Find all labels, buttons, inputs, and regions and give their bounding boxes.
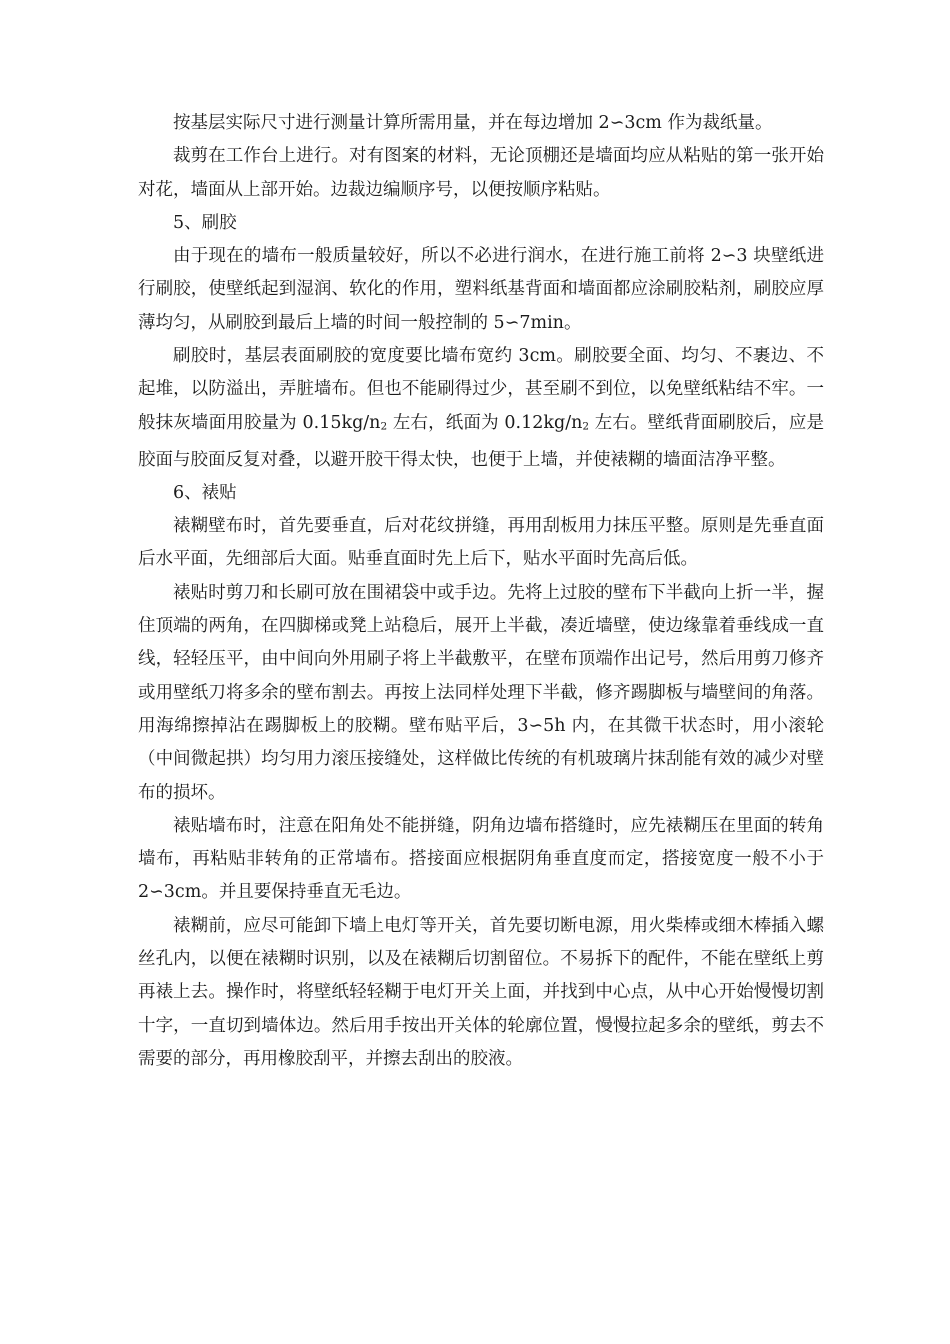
section-heading-gluing: 5、刷胶	[173, 212, 237, 233]
section-heading-pasting: 6、裱贴	[173, 482, 237, 503]
paragraph-measure: 按基层实际尺寸进行测量计算所需用量，并在每边增加 2∽3cm 作为裁纸量。	[173, 113, 773, 133]
paragraph-pasting-corners: 裱贴墙布时，注意在阳角处不能拼缝，阴角边墙布搭缝时，应先裱糊压在里面的转角墙布，再粘贴非转角的正常墙布。搭接面应根据阴角垂直度而定，搭接宽度一般不小于 2∽3cm。并且要保持垂直无毛边。	[138, 815, 824, 903]
gluing-unit-subscript-1: 2	[380, 420, 388, 433]
paragraph-pasting-principle: 裱糊壁布时，首先要垂直，后对花纹拼缝，再用刮板用力抹压平整。原则是先垂直面后水平面，先细部后大面。贴垂直面时先上后下，贴水平面时先高后低。	[138, 516, 824, 570]
gluing-unit-subscript-2: 2	[582, 420, 590, 433]
gluing-detail-text-a: 刷胶时，基层表面刷胶的宽度要比墙布宽约 3cm。刷胶要全面、均匀、不裹边、不起堆，以防溢出，弄脏墙布。但也不能刷得过少，甚至刷不到位，以免壁纸粘结不牢。一般抹灰墙面用胶量为 0.15kg/n	[138, 346, 824, 433]
gluing-detail-text-c: 左右。壁纸背面刷胶后，应是胶面与胶面反复对叠，以避开胶干得太快，也便于上墙，并使裱糊的墙面洁净平整。	[138, 412, 824, 470]
paragraph-pasting-procedure: 裱贴时剪刀和长刷可放在围裙袋中或手边。先将上过胶的壁布下半截向上折一半，握住顶端的两角，在四脚梯或凳上站稳后，展开上半截，凑近墙壁，使边缘靠着垂线成一直线，轻轻压平，由中间向外用刷子将上半截敷平，在壁布顶端作出记号，然后用剪刀修齐或用壁纸刀将多余的壁布割去。再按上法同样处理下半截，修齐踢脚板与墙壁间的角落。用海绵擦掉沾在踢脚板上的胶糊。壁布贴平后，3∽5h 内，在其微干状态时，用小滚轮（中间微起拱）均匀用力滚压接缝处，这样做比传统的有机玻璃片抹刮能有效的减少对壁布的损坏。	[138, 582, 824, 803]
paragraph-gluing-detail	[138, 340, 824, 477]
paragraph-pasting-switches: 裱糊前，应尽可能卸下墙上电灯等开关，首先要切断电源，用火柴棒或细木棒插入螺丝孔内，以便在裱糊时识别，以及在裱糊后切割留位。不易拆下的配件，不能在壁纸上剪再裱上去。操作时，将壁纸轻轻糊于电灯开关上面，并找到中心点，从中心开始慢慢切割十字，一直切到墙体边。然后用手按出开关体的轮廓位置，慢慢拉起多余的壁纸，剪去不需要的部分，再用橡胶刮平，并擦去刮出的胶液。	[138, 915, 824, 1069]
document-body	[138, 107, 824, 1076]
paragraph-cutting: 裁剪在工作台上进行。对有图案的材料，无论顶棚还是墙面均应从粘贴的第一张开始对花，墙面从上部开始。边裁边编顺序号，以便按顺序粘贴。	[138, 146, 824, 200]
paragraph-gluing-intro: 由于现在的墙布一般质量较好，所以不必进行润水，在进行施工前将 2∽3 块壁纸进行刷胶，使壁纸起到湿润、软化的作用，塑料纸基背面和墙面都应涂刷胶粘剂，刷胶应厚薄均匀，从刷胶到最后上墙的时间一般控制的 5∽7min。	[138, 246, 824, 333]
gluing-detail-text-b: 左右，纸面为 0.12kg/n	[387, 412, 583, 433]
